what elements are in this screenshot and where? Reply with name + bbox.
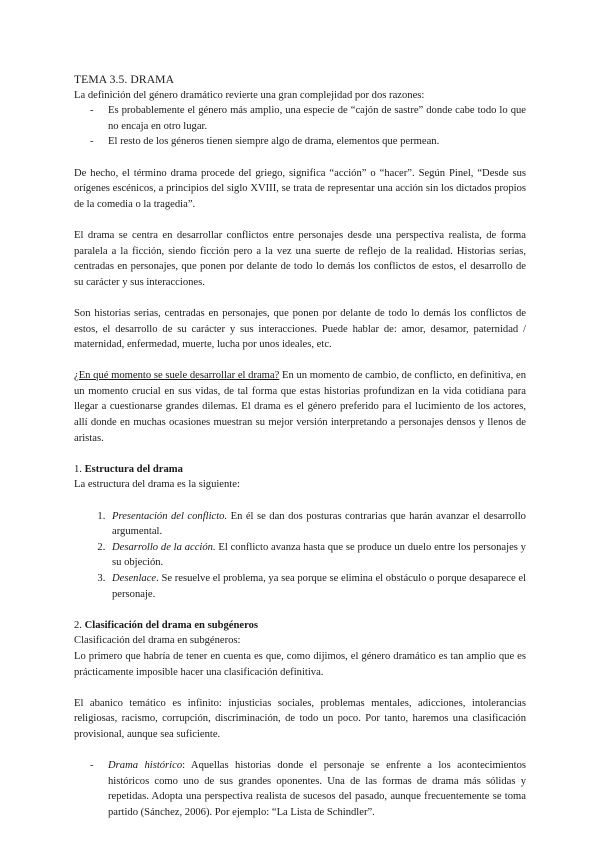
section-2-intro: Clasificación del drama en subgéneros: [74,635,241,647]
structure-list [74,509,526,603]
section-1-heading [74,462,526,478]
section-2-number: 2. [74,619,85,631]
paragraph-conflicts: El drama se centra en desarrollar conflictos entre personajes desde una perspectiva realista, de forma paralela a la ficción, siendo ficción pero a la vez una suerte de reflejo de la realidad. Historias serias, centradas en personajes, que ponen por delante de todo lo demás los conflictos de estos, el desarrollo de su carácter y sus interacciones. [74,229,526,288]
section-1-number: 1. [74,463,85,475]
subgenre-list [74,758,526,820]
structure-text: El conflicto avanza hasta que se produce un duelo entre los personajes y su objeción. [112,541,526,569]
section-1-title: Estructura del drama [84,463,183,475]
subgenre-text: : Aquellas historias donde el personaje se enfrente a los acontecimientos históricos como uno de sus grandes oponentes. Una de las formas de drama más sólidas y repetidas. Adopta una perspectiva realista de sucesos del pasado, aunque frecuentemente se toma partido (Sánchez, 2006). Por ejemplo: “La Lista de Schindler”. [108,760,526,818]
section-2-paragraph-1: Lo primero que habría de tener en cuenta es que, como dijimos, el género dramático es tan amplio que es prácticamente imposible hacer una clasificación definitiva. [74,650,526,678]
answer-text: En un momento de cambio, de conflicto, en definitiva, en un momento crucial en sus vidas, de tal forma que estas historias profundizan en la vida cotidiana para llegar a cuestionarse grandes dilemas. El drama es el género preferido para el lucimiento de los actores, allí donde en muchas ocasiones muestran su mejor versión interpretando a personajes densos y llenos de aristas. [74,370,526,444]
structure-item [108,540,526,571]
subgenre-item [108,758,526,820]
paragraph-stories: Son historias serias, centradas en personajes, que ponen por delante de todo lo demás los conflictos de estos, el desarrollo de su carácter y sus interacciones. Puede hablar de: amor, desamor, paternidad / maternidad, enfermedad, muerte, lucha por unos ideales, etc. [74,307,526,351]
structure-term: Desarrollo de la acción. [112,541,216,553]
reasons-list [74,103,526,150]
section-2-paragraph-2: El abanico temático es infinito: injusticias sociales, problemas mentales, adicciones, intolerancias religiosas, racismo, corrupción, discriminación, de todo un poco. Por tanto, haremos una clasificación provisional, aunque sea suficiente. [74,697,526,740]
section-1-intro: La estructura del drama es la siguiente: [74,479,240,491]
paragraph-moment [74,368,526,446]
structure-text: . Se resuelve el problema, ya sea porque se elimina el obstáculo o porque desaparece el personaje. [112,573,526,600]
intro-paragraph: La definición del género dramático revierte una gran complejidad por dos razones: [74,89,425,101]
reason-item: - El resto de los géneros tienen siempre algo de drama, elementos que permean. [108,134,526,150]
section-2-title: Clasificación del drama en subgéneros [84,619,259,631]
subgenre-term: Drama histórico [108,760,183,772]
structure-term: Desenlace [112,573,157,584]
structure-item [108,509,526,540]
question-text: ¿En qué momento se suele desarrollar el drama? [74,370,280,382]
structure-text: En él se dan dos posturas contrarias que harán avanzar el desarrollo argumental. [112,510,526,538]
paragraph-origin: De hecho, el término drama procede del griego, significa “acción” o “hacer”. Según Pinel, “Desde sus orígenes escénicos, a principios del siglo XVIII, se trata de representar una acción sin los dictados propios de la comedia o la tragedia”. [74,167,526,210]
structure-item [108,571,526,602]
document-title: TEMA 3.5. DRAMA [74,73,175,86]
structure-term: Presentación del conflicto. [112,510,228,522]
reason-item: - Es probablemente el género más amplio, una especie de “cajón de sastre” donde cabe todo lo que no encaja en otro lugar. [108,103,526,134]
section-2-heading [74,618,526,634]
